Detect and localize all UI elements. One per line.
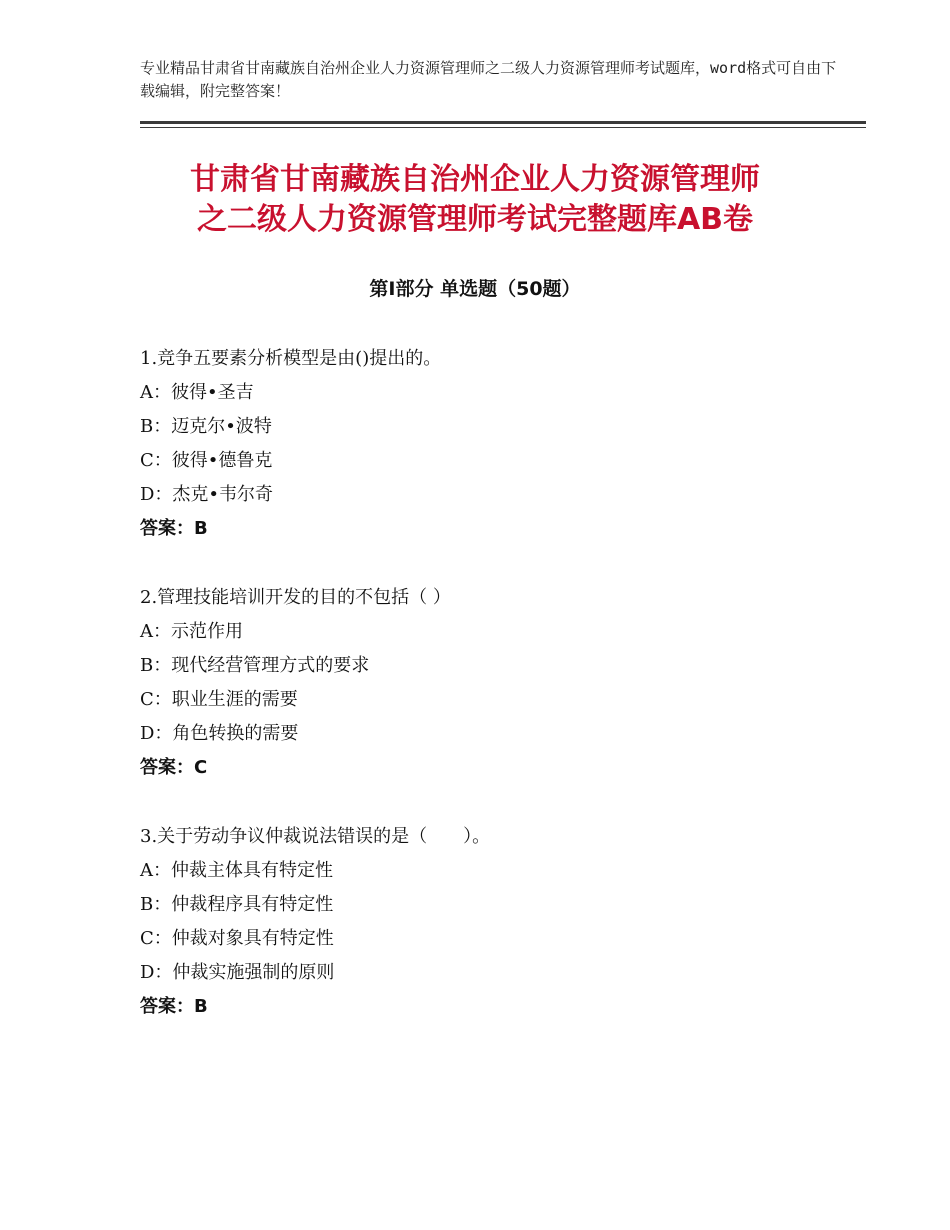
- document-title: [120, 160, 830, 240]
- header-note: 专业精品甘肃省甘南藏族自治州企业人力资源管理师之二级人力资源管理师考试题库，word格式可自由下载编辑，附完整答案！: [140, 59, 837, 100]
- question-3: [140, 820, 860, 1024]
- option-d: D：角色转换的需要: [140, 723, 299, 744]
- document-title-line-2: 之二级人力资源管理师考试完整题库AB卷: [196, 202, 754, 237]
- answer: 答案：B: [140, 996, 208, 1017]
- option-b: B：仲裁程序具有特定性: [140, 894, 334, 915]
- option-c: C：彼得•德鲁克: [140, 450, 273, 471]
- question-stem: 3.关于劳动争议仲裁说法错误的是（ ）。: [140, 826, 491, 847]
- option-d: D：仲裁实施强制的原则: [140, 962, 335, 983]
- option-c: C：仲裁对象具有特定性: [140, 928, 334, 949]
- answer: 答案：C: [140, 757, 208, 778]
- question-2: [140, 581, 860, 785]
- option-a: A：仲裁主体具有特定性: [140, 860, 333, 881]
- option-a: A：示范作用: [140, 621, 243, 642]
- option-b: B：迈克尔•波特: [140, 416, 272, 437]
- option-a: A：彼得•圣吉: [140, 382, 254, 403]
- option-d: D：杰克•韦尔奇: [140, 484, 274, 505]
- question-1: [140, 342, 860, 546]
- section-heading: 第Ⅰ部分 单选题（50题）: [369, 278, 581, 300]
- question-stem: 1.竞争五要素分析模型是由()提出的。: [140, 348, 442, 369]
- question-stem: 2.管理技能培训开发的目的不包括（ ）: [140, 587, 451, 608]
- header-rule-thin: [140, 127, 866, 128]
- header-rule-thick: [140, 121, 866, 124]
- answer: 答案：B: [140, 518, 208, 539]
- option-c: C：职业生涯的需要: [140, 689, 298, 710]
- document-title-line-1: 甘肃省甘南藏族自治州企业人力资源管理师: [190, 162, 760, 197]
- option-b: B：现代经营管理方式的要求: [140, 655, 370, 676]
